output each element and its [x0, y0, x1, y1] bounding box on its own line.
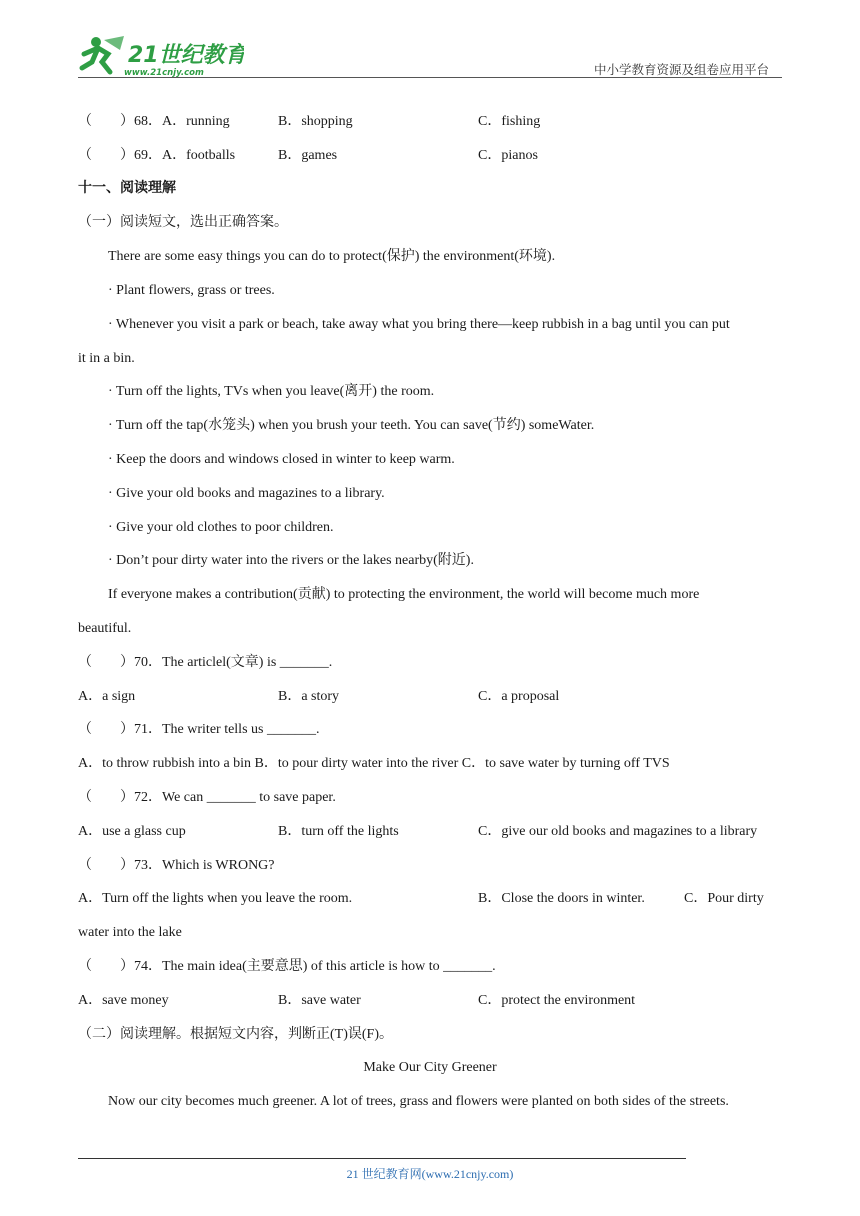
- passage-bullet: · Turn off the tap(水笼头) when you brush your teeth. You can save(节约) someWater.: [108, 418, 595, 433]
- question-73-stem: （ ）73．Which is WRONG?: [78, 858, 275, 873]
- passage-bullet: · Whenever you visit a park or beach, take away what you bring there—keep rubbish in a bag until you can put: [108, 317, 730, 332]
- question-72-stem: （ ）72．We can _______ to save paper.: [78, 790, 336, 805]
- q72-option-a: A．use a glass cup: [78, 824, 186, 839]
- q68-option-c: C．fishing: [478, 114, 541, 129]
- passage-bullet: · Don’t pour dirty water into the rivers or the lakes nearby(附近).: [108, 553, 474, 568]
- question-70-stem: （ ）70．The articlel(文章) is _______.: [78, 655, 333, 670]
- q68-option-a: （ ）68．A．running: [78, 114, 230, 129]
- section-title: 十一、阅读理解: [78, 181, 176, 196]
- q74-option-b: B．save water: [278, 993, 361, 1008]
- passage-bullet: · Give your old books and magazines to a library.: [108, 486, 385, 501]
- site-logo: [74, 32, 244, 78]
- q70-option-c: C．a proposal: [478, 689, 560, 704]
- part2-title: Make Our City Greener: [363, 1060, 497, 1075]
- passage-conclusion: If everyone makes a contribution(贡献) to protecting the environment, the world will become much more: [108, 587, 700, 602]
- question-71-stem: （ ）71．The writer tells us _______.: [78, 722, 320, 737]
- question-73-options: [78, 889, 782, 909]
- q70-option-b: B．a story: [278, 689, 340, 704]
- q70-option-a: A．a sign: [78, 689, 136, 704]
- q69-option-b: B．games: [278, 148, 338, 163]
- q69-option-c: C．pianos: [478, 148, 538, 163]
- q73-option-c: C．Pour dirty: [684, 891, 764, 906]
- passage-bullet-cont: it in a bin.: [78, 351, 135, 366]
- q72-option-b: B．turn off the lights: [278, 824, 399, 839]
- question-73-option-c-cont: water into the lake: [78, 925, 182, 940]
- question-71-options: A．to throw rubbish into a bin B．to pour dirty water into the river C．to save water by turning off TVS: [78, 756, 670, 771]
- q68-option-b: B．shopping: [278, 114, 353, 129]
- passage-bullet: · Plant flowers, grass or trees.: [108, 283, 275, 298]
- part1-instruction: （一）阅读短文，选出正确答案。: [78, 215, 288, 230]
- question-74-options: [78, 991, 782, 1011]
- part2-instruction: （二）阅读理解。根据短文内容，判断正(T)误(F)。: [78, 1027, 393, 1042]
- footer-text: 21 世纪教育网(www.21cnjy.com): [346, 1167, 514, 1181]
- question-74-stem: （ ）74．The main idea(主要意思) of this article is how to _______.: [78, 959, 496, 974]
- q73-option-b: B．Close the doors in winter.: [478, 891, 645, 906]
- question-69: [78, 146, 782, 166]
- passage-bullet: · Turn off the lights, TVs when you leave(离开) the room.: [108, 384, 435, 399]
- runner-logo-icon: [74, 32, 244, 78]
- logo-url: www.21cnjy.com: [124, 68, 204, 78]
- passage-conclusion-cont: beautiful.: [78, 621, 132, 636]
- question-68: [78, 112, 782, 132]
- q72-option-c: C．give our old books and magazines to a library: [478, 824, 758, 839]
- question-72-options: [78, 822, 782, 842]
- question-70-options: [78, 687, 782, 707]
- q74-option-c: C．protect the environment: [478, 993, 636, 1008]
- q74-option-a: A．save money: [78, 993, 169, 1008]
- platform-name: 中小学教育资源及组卷应用平台: [594, 63, 770, 77]
- logo-text: 21世纪教育: [128, 43, 244, 68]
- part2-first-line: Now our city becomes much greener. A lot of trees, grass and flowers were planted on both sides of the streets.: [108, 1094, 729, 1109]
- q69-option-a: （ ）69．A．footballs: [78, 148, 236, 163]
- q73-option-a: A．Turn off the lights when you leave the room.: [78, 891, 353, 906]
- header-divider: [78, 77, 782, 78]
- passage-bullet: · Give your old clothes to poor children.: [108, 520, 334, 535]
- footer-divider: [78, 1158, 686, 1159]
- passage-intro: There are some easy things you can do to protect(保护) the environment(环境).: [108, 249, 556, 264]
- passage-bullet: · Keep the doors and windows closed in winter to keep warm.: [108, 452, 455, 467]
